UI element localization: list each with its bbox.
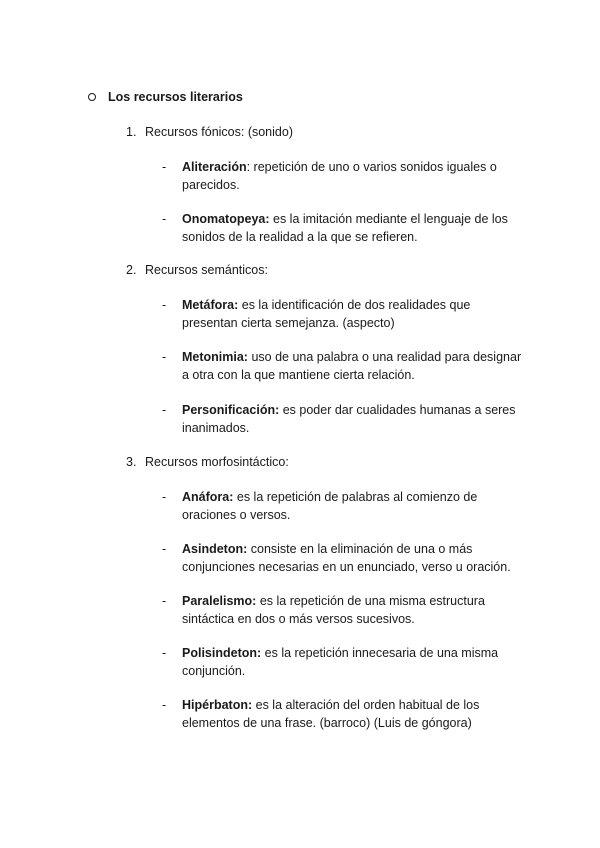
- dash-bullet: -: [162, 298, 167, 312]
- title-row: [88, 90, 243, 104]
- list-item: [162, 402, 522, 437]
- section-label: Recursos morfosintáctico:: [145, 455, 289, 469]
- list-item: [162, 645, 522, 680]
- item-term: Onomatopeya:: [182, 212, 270, 226]
- page-title: Los recursos literarios: [108, 90, 243, 104]
- item-desc: es la alteración del orden habitual de los elementos de una frase. (barroco) (Luis de góngora): [182, 698, 480, 730]
- item-term: Hipérbaton:: [182, 698, 253, 712]
- item-desc: es la identificación de dos realidades que presentan cierta semejanza. (aspecto): [182, 298, 471, 330]
- item-desc: es la repetición innecesaria de una misma conjunción.: [182, 646, 499, 678]
- list-item: [162, 159, 522, 194]
- item-desc: uso de una palabra o una realidad para designar a otra con la que mantiene cierta relación.: [182, 350, 522, 382]
- section-semanticos: [126, 263, 268, 277]
- dash-bullet: -: [162, 350, 167, 364]
- list-item: [162, 541, 522, 576]
- dash-bullet: -: [162, 403, 167, 417]
- section-number: 1.: [126, 125, 137, 139]
- dash-bullet: -: [162, 160, 167, 174]
- item-term: Anáfora:: [182, 490, 234, 504]
- item-desc: consiste en la eliminación de una o más conjunciones necesarias en un enunciado, verso u oración.: [182, 542, 511, 574]
- dash-bullet: -: [162, 542, 167, 556]
- item-desc: : repetición de uno o varios sonidos iguales o parecidos.: [182, 160, 497, 192]
- circle-bullet-icon: [88, 93, 96, 101]
- item-term: Aliteración: [182, 160, 247, 174]
- item-term: Metonimia:: [182, 350, 248, 364]
- section-morfosintactico: [126, 455, 289, 469]
- dash-bullet: -: [162, 490, 167, 504]
- item-term: Asindeton:: [182, 542, 248, 556]
- item-term: Personificación:: [182, 403, 280, 417]
- section-number: 2.: [126, 263, 137, 277]
- item-desc: es la imitación mediante el lenguaje de los sonidos de la realidad a la que se refieren.: [182, 212, 508, 244]
- section-label: Recursos semánticos:: [145, 263, 268, 277]
- item-term: Paralelismo:: [182, 594, 257, 608]
- item-desc: es la repetición de palabras al comienzo de oraciones o versos.: [182, 490, 478, 522]
- list-item: [162, 349, 522, 384]
- dash-bullet: -: [162, 698, 167, 712]
- item-term: Polisindeton:: [182, 646, 262, 660]
- section-fonicos: [126, 125, 293, 139]
- dash-bullet: -: [162, 594, 167, 608]
- list-item: [162, 593, 522, 628]
- item-desc: es poder dar cualidades humanas a seres inanimados.: [182, 403, 516, 435]
- list-item: [162, 697, 522, 732]
- item-desc: es la repetición de una misma estructura sintáctica en dos o más versos sucesivos.: [182, 594, 485, 626]
- item-term: Metáfora:: [182, 298, 239, 312]
- list-item: [162, 489, 522, 524]
- dash-bullet: -: [162, 646, 167, 660]
- section-number: 3.: [126, 455, 137, 469]
- list-item: [162, 297, 522, 332]
- section-label: Recursos fónicos: (sonido): [145, 125, 293, 139]
- dash-bullet: -: [162, 212, 167, 226]
- list-item: [162, 211, 522, 246]
